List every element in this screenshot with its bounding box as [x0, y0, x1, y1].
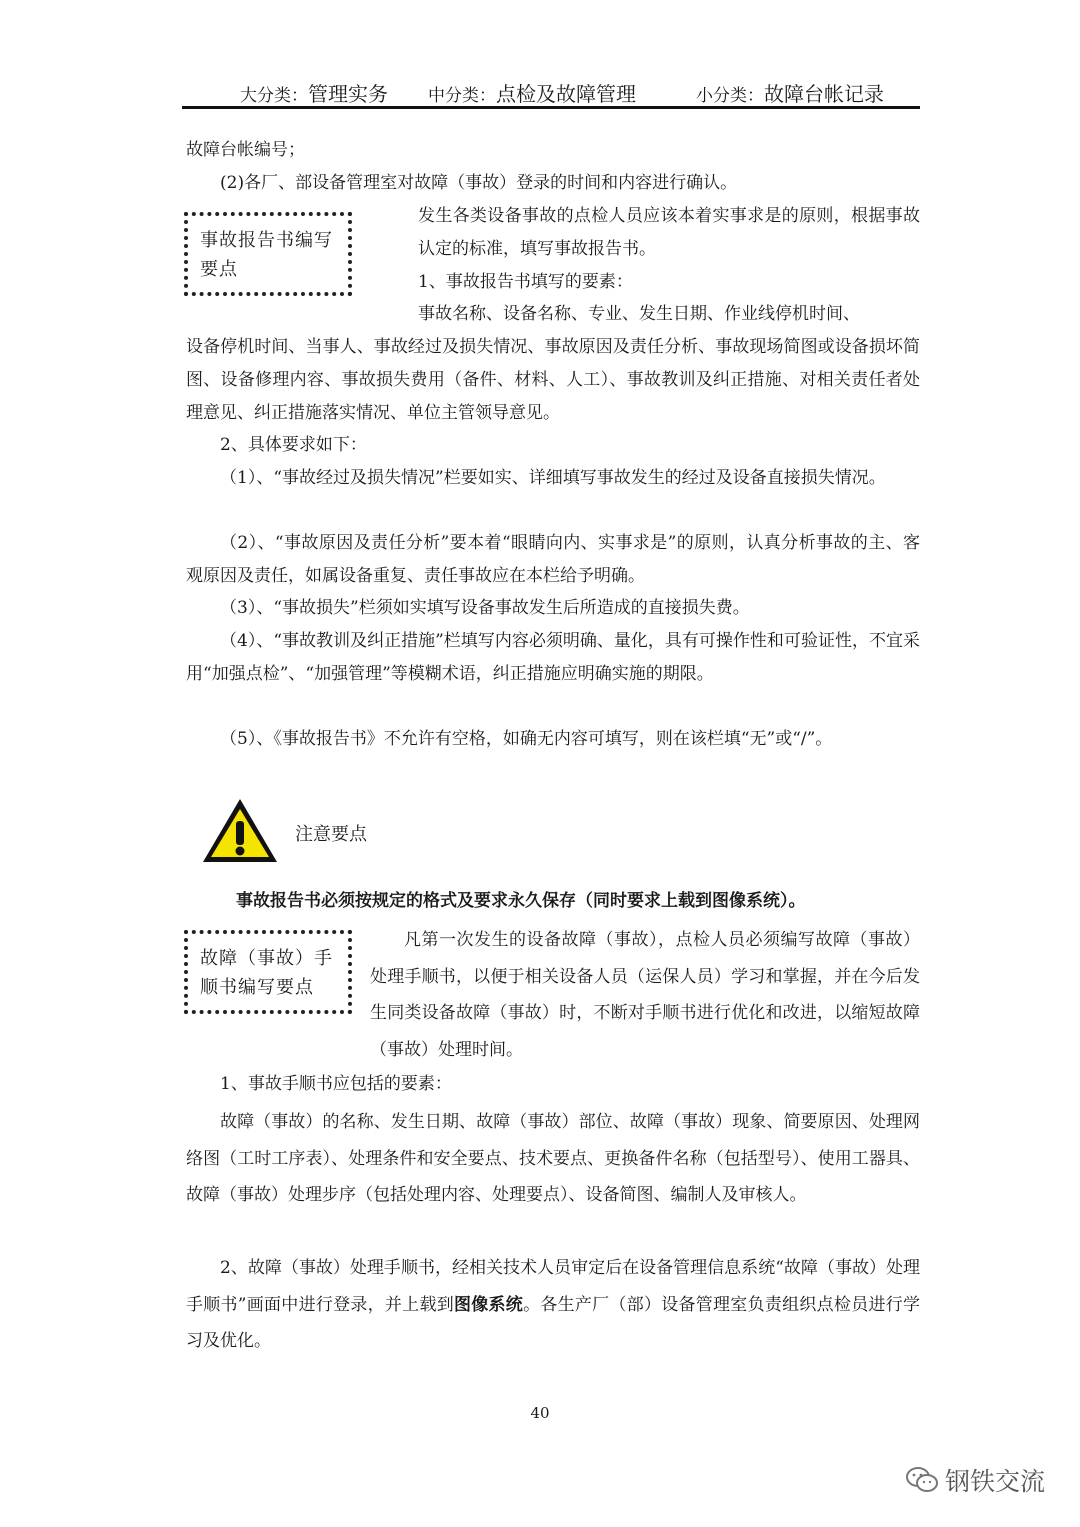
- watermark-text: 钢铁交流: [945, 1467, 1046, 1496]
- requirement-1: （1）、“事故经过及损失情况”栏要如实、详细填写事故发生的经过及设备直接损失情况。: [220, 468, 886, 488]
- paragraph-confirmation: (2)各厂、部设备管理室对故障（事故）登录的时间和内容进行确认。: [220, 173, 738, 193]
- page-number: 40: [530, 1404, 550, 1422]
- notice-label: 注意要点: [295, 824, 367, 845]
- requirement-4: （4）、“事故教训及纠正措施”栏填写内容必须明确、量化，具有可操作性和可验证性，不宜采用“加强点检”、“加强管理”等模糊术语，纠正措施应明确实施的期限。: [186, 631, 920, 684]
- paragraph-report-elements-a: 事故名称、设备名称、专业、发生日期、作业线停机时间、: [418, 304, 860, 324]
- paragraph-ledger-number: 故障台帐编号；: [186, 140, 305, 160]
- image-system-bold: 图像系统: [454, 1294, 524, 1315]
- wechat-icon: [905, 1466, 939, 1494]
- requirement-2: （2）、“事故原因及责任分析”要本着“眼睛向内、实事求是”的原则，认真分析事故的主、客观原因及责任，如属设备重复、责任事故应在本栏给予明确。: [186, 533, 920, 586]
- notice-bold-statement: 事故报告书必须按规定的格式及要求永久保存（同时要求上载到图像系统）。: [236, 891, 806, 911]
- watermark: [905, 1462, 1045, 1498]
- requirement-3: （3）、“事故损失”栏须如实填写设备事故发生后所造成的直接损失费。: [220, 598, 750, 618]
- paragraph-procedure-elements-title: 1、事故手顺书应包括的要素：: [220, 1074, 452, 1094]
- header-big-category: 大分类：管理实务: [240, 82, 388, 106]
- header-small-category: 小分类：故障台帐记录: [696, 82, 884, 106]
- header-mid-category: 中分类：点检及故障管理: [428, 82, 636, 106]
- requirement-5: （5）、《事故报告书》不允许有空格，如确无内容可填写，则在该栏填“无”或“/”。: [220, 729, 833, 749]
- side-note-procedure-writing: 故障（事故）手顺书编写要点: [184, 930, 352, 1014]
- page-header: [182, 78, 920, 108]
- paragraph-report-elements-title: 1、事故报告书填写的要素：: [418, 272, 633, 292]
- paragraph-report-elements-b: 设备停机时间、当事人、事故经过及损失情况、事故原因及责任分析、事故现场简图或设备损坏简图、设备修理内容、事故损失费用（备件、材料、人工）、事故教训及纠正措施、对相关责任者处理意见、纠正措施落实情况、单位主管领导意见。: [186, 337, 920, 423]
- paragraph-procedure-intro-wrap: 凡第一次发生的设备故障（事故），点检人员必须编写故障（事故）处理手顺书，以便于相关设备人员（运保人员）学习和掌握，并在今后发生同类设备故障（事故）时，不断对手顺书进行优化和改进，以缩短故障（事故）处理时间。: [370, 930, 920, 1060]
- paragraph-procedure-elements: 故障（事故）的名称、发生日期、故障（事故）部位、故障（事故）现象、简要原因、处理网络图（工时工序表）、处理条件和安全要点、技术要点、更换备件名称（包括型号）、使用工器具、故障（事故）处理步序（包括处理内容、处理要点）、设备简图、编制人及审核人。: [186, 1112, 920, 1205]
- side-note-report-writing: 事故报告书编写要点: [184, 212, 352, 296]
- paragraph-requirements-title: 2、具体要求如下：: [220, 435, 367, 455]
- warning-triangle-icon: [200, 796, 280, 866]
- paragraph-report-intro: 发生各类设备事故的点检人员应该本着实事求是的原则，根据事故认定的标准，填写事故报告书。: [418, 206, 920, 259]
- header-divider: [182, 106, 920, 109]
- paragraph-procedure-upload: 2、故障（事故）处理手顺书，经相关技术人员审定后在设备管理信息系统“故障（事故）处理手顺书”画面中进行登录，并上载到图像系统。各生产厂（部）设备管理室负责组织点检员进行学习及优化。: [186, 1258, 920, 1351]
